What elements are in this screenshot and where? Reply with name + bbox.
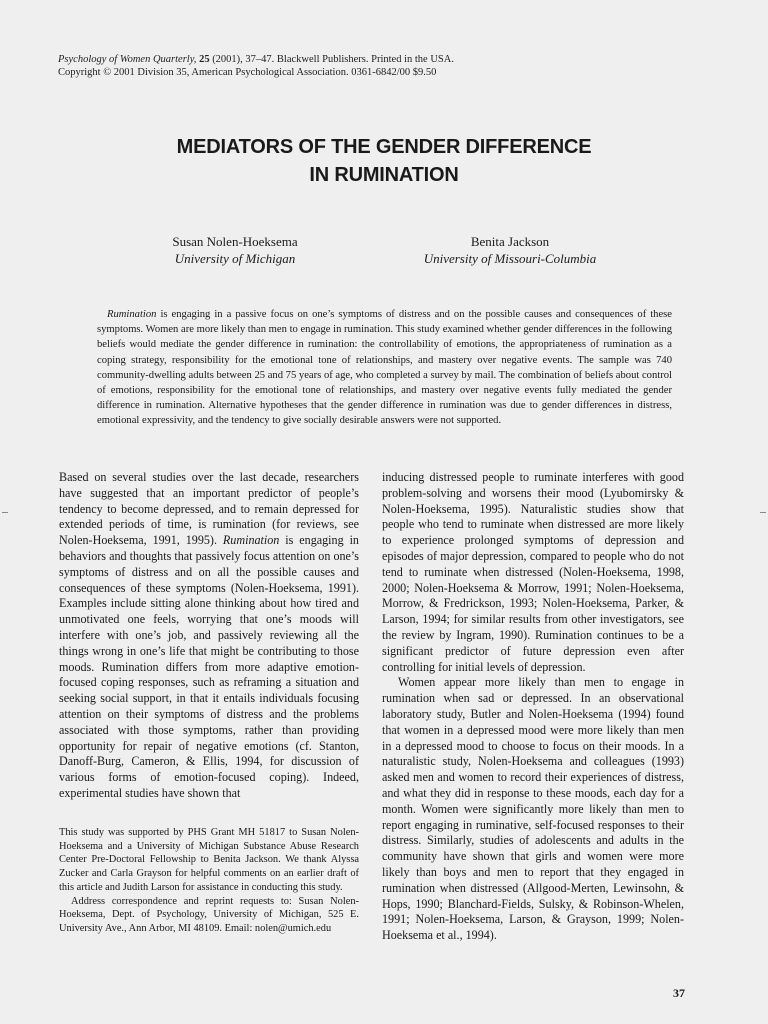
- abstract-paragraph: [97, 307, 672, 429]
- crop-mark-left: [2, 512, 8, 513]
- body-paragraph: [59, 470, 359, 802]
- author-affiliation: University of Missouri-Columbia: [423, 251, 597, 266]
- copyright-line: Copyright © 2001 Division 35, American Psychological Association. 0361-6842/00 $9.50: [58, 67, 437, 78]
- title-line-2: IN RUMINATION: [309, 164, 459, 186]
- author-note: [59, 826, 359, 936]
- author-name: Susan Nolen-Hoeksema: [172, 234, 298, 249]
- journal-volume: 25: [199, 54, 210, 65]
- body-column-left: [59, 470, 359, 802]
- citation-details: (2001), 37–47. Blackwell Publishers. Printed in the USA.: [212, 54, 454, 65]
- page-number: 37: [673, 986, 685, 1000]
- body-column-right: [382, 470, 684, 944]
- body-text: is engaging in behaviors and thoughts that passively focus attention on one’s symptoms of distress and on all the possible causes and consequences of these symptoms (Nolen-Hoeksema, 1991). Examples include sitting alone thinking about how tired and unmotivated one feels, worrying that one’s moods will interfere with one’s job, and passively reviewing all the things wrong in one’s life that might be contributing to those moods. Rumination differs from more adaptive emotion-focused coping responses, such as reframing a situation and seeking social support, in that it entails individuals focusing attention on their symptoms of distress and the problems associated with those symptoms, rather than providing opportunity for repair of negative emotions (cf. Stanton, Danoff-Burg, Cameron, & Ellis, 1994, for discussion of various forms of emotion-focused coping). Indeed, experimental studies have shown that: [59, 533, 359, 800]
- crop-mark-right: [760, 512, 766, 513]
- journal-name: Psychology of Women Quarterly,: [58, 54, 197, 65]
- article-title: [100, 133, 668, 189]
- body-paragraph: inducing distressed people to ruminate interferes with good problem-solving and worsens their mood (Lyubomirsky & Nolen-Hoeksema, 1995). Naturalistic studies show that people who tend to ruminate when distressed are more likely to experience prolonged symptoms of depression and episodes of major depression, compared to people who do not tend to ruminate when distressed (Nolen-Hoeksema, 1998, 2000; Nolen-Hoeksema & Morrow, 1991; Nolen-Hoeksema, Morrow, & Fredrickson, 1993; Nolen-Hoeksema, Parker, & Larson, 1994; for similar results from other investigators, see the review by Ingram, 1990). Rumination continues to be a significant predictor of future depression even after controlling for initial levels of depression.: [382, 470, 684, 674]
- funding-note: This study was supported by PHS Grant MH 51817 to Susan Nolen-Hoeksema and a University of Michigan Substance Abuse Research Center Pre-Doctoral Fellowship to Benita Jackson. We thank Alyssa Zucker and Carla Grayson for helpful comments on an earlier draft of this article and Judith Larson for assistance in conducting this study.: [59, 827, 359, 893]
- author-name: Benita Jackson: [470, 234, 550, 249]
- author-block-1: [130, 233, 340, 267]
- journal-header: [58, 53, 658, 79]
- body-paragraph: Women appear more likely than men to engage in rumination when sad or depressed. In an observational laboratory study, Butler and Nolen-Hoeksema (1994) found that women in a depressed mood were more likely than men in a depressed mood to choose to focus on their moods. In a naturalistic study, Nolen-Hoeksema and colleagues (1993) asked men and women to record their experiences of distress, and what they did in response to these moods, each day for a month. Women were significantly more likely than men to report engaging in ruminative, self-focused responses to their distress. Similarly, studies of adolescents and adults in the community have shown that girls and women were more likely than boys and men to report that they engaged in rumination when distressed (Allgood-Merten, Lewinsohn, & Hops, 1990; Blanchard-Fields, Sulsky, & Robinson-Whelen, 1991; Nolen-Hoeksema, Larson, & Grayson, 1999; Nolen-Hoeksema et al., 1994).: [382, 675, 684, 943]
- body-text: Based on several studies over the last decade, researchers have suggested that an important predictor of people’s tendency to become depressed, and to remain depressed for extended periods of time, is rumination (for reviews, see Nolen-Hoeksema, 1991, 1995).: [59, 470, 359, 548]
- abstract-text: is engaging in a passive focus on one’s symptoms of distress and on the possible causes and consequences of these symptoms. Women are more likely than men to engage in rumination. This study examined whether gender differences in the following beliefs would mediate the gender difference in rumination: the controllability of emotions, the appropriateness of rumination as a coping strategy, responsibility for the emotional tone of relationships, and mastery over negative events. The sample was 740 community-dwelling adults between 25 and 75 years of age, who completed a survey by mail. The combination of beliefs about control of emotions, responsibility for the emotional tone of relationships, and mastery over negative events fully mediated the gender difference in rumination. Alternative hypotheses that the gender difference in rumination was due to gender differences in distress, emotional expressivity, and the tendency to give socially desirable answers were not supported.: [97, 309, 672, 427]
- body-term: Rumination: [222, 533, 280, 548]
- abstract: [97, 307, 672, 429]
- author-block-2: [400, 233, 620, 267]
- citation-line: [58, 53, 658, 66]
- author-affiliation: University of Michigan: [174, 251, 296, 266]
- correspondence-note: Address correspondence and reprint requests to: Susan Nolen-Hoeksema, Dept. of Psychology, University of Michigan, 525 E. University Ave., Ann Arbor, MI 48109. Email: nolen@umich.edu: [59, 895, 359, 934]
- abstract-term: Rumination: [107, 309, 157, 320]
- title-line-1: MEDIATORS OF THE GENDER DIFFERENCE: [176, 136, 592, 158]
